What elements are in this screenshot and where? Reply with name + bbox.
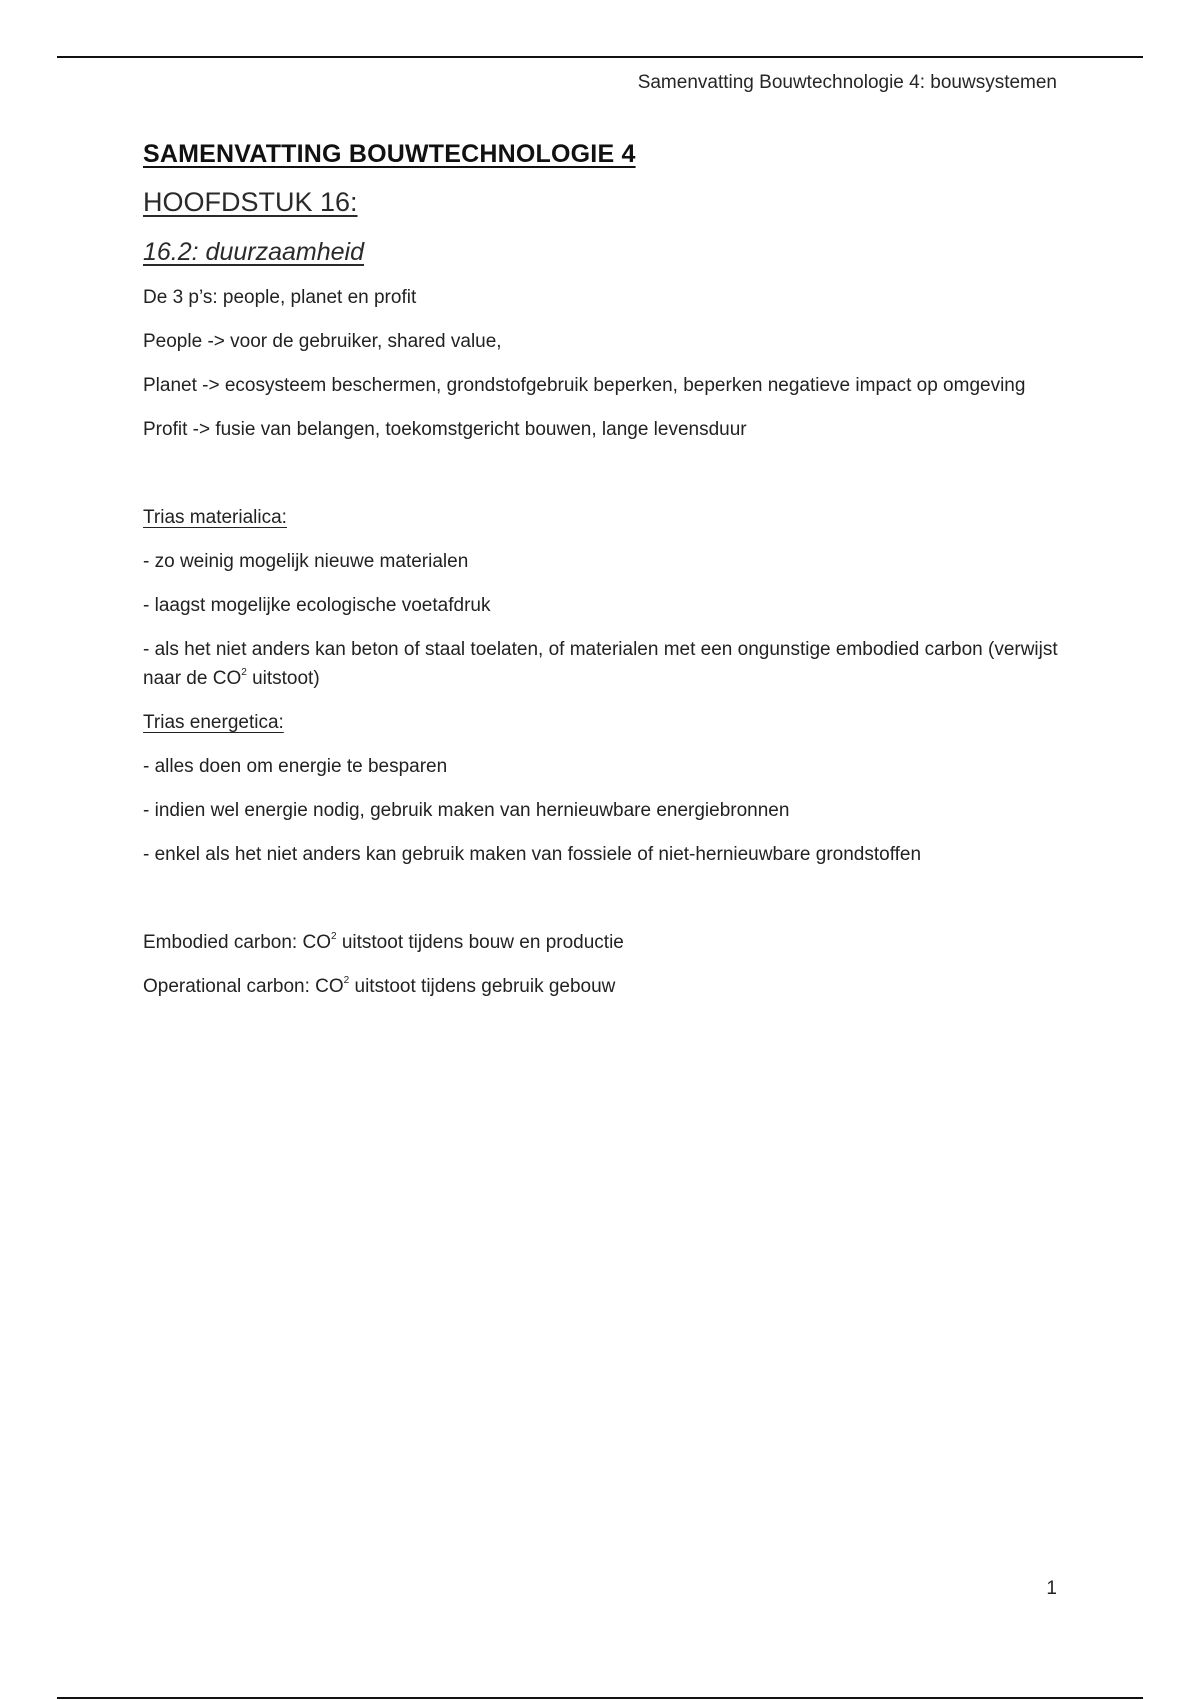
footer-rule [57, 1697, 1143, 1699]
page-content [143, 140, 1063, 1016]
embodied-text: Embodied carbon: CO [143, 932, 331, 953]
superscript: 2 [241, 666, 247, 678]
operational-carbon-paragraph [143, 972, 1063, 1001]
energetica-item: - enkel als het niet anders kan gebruik maken van fossiele of niet-hernieuwbare grondstoffen [143, 844, 922, 865]
materialica-item-text: uitstoot) [246, 668, 320, 689]
trias-energetica-heading: Trias energetica: [143, 712, 284, 733]
section-heading: 16.2: duurzaamheid [143, 238, 364, 266]
intro-paragraph: De 3 p’s: people, planet en profit [143, 287, 417, 308]
trias-materialica-heading: Trias materialica: [143, 507, 287, 528]
energetica-item: - alles doen om energie te besparen [143, 756, 448, 777]
embodied-text: uitstoot tijdens bouw en productie [336, 932, 624, 953]
people-paragraph: People -> voor de gebruiker, shared value, [143, 331, 502, 352]
operational-text: Operational carbon: CO [143, 976, 344, 997]
spacer [143, 884, 1063, 928]
profit-paragraph: Profit -> fusie van belangen, toekomstgericht bouwen, lange levensduur [143, 419, 747, 440]
materialica-item: - zo weinig mogelijk nieuwe materialen [143, 551, 469, 572]
embodied-carbon-paragraph [143, 928, 1063, 957]
header-rule [57, 56, 1143, 58]
superscript: 2 [343, 974, 350, 986]
running-header: Samenvatting Bouwtechnologie 4: bouwsystemen [637, 72, 1057, 93]
materialica-item-text: - als het niet anders kan beton of staal toelaten, of materialen met een ongunstige embodied carbon (verwijst naar de CO [143, 639, 1058, 689]
planet-paragraph: Planet -> ecosysteem beschermen, grondstofgebruik beperken, beperken negatieve impact op omgeving [143, 375, 1026, 396]
energetica-item: - indien wel energie nodig, gebruik maken van hernieuwbare energiebronnen [143, 800, 790, 821]
materialica-item: - laagst mogelijke ecologische voetafdruk [143, 595, 491, 616]
spacer [143, 459, 1063, 503]
chapter-heading: HOOFDSTUK 16: [143, 187, 358, 217]
page-number: 1 [1046, 1578, 1057, 1599]
materialica-item [143, 635, 1063, 693]
document-title: SAMENVATTING BOUWTECHNOLOGIE 4 [143, 140, 636, 168]
operational-text: uitstoot tijdens gebruik gebouw [349, 976, 616, 997]
superscript: 2 [331, 930, 337, 942]
